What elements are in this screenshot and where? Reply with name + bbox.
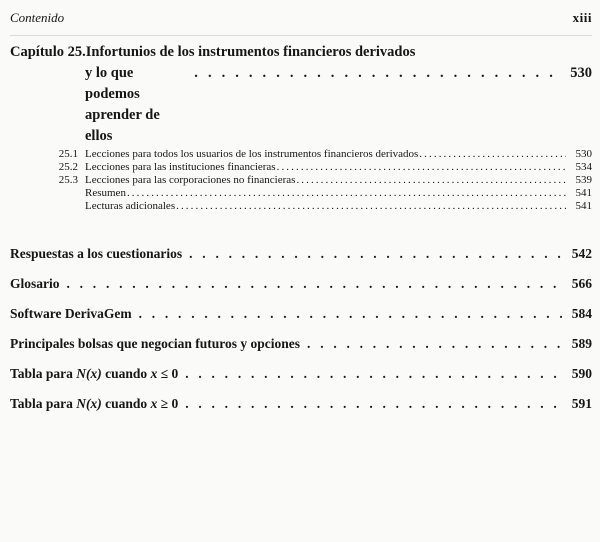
dot-leader bbox=[178, 396, 562, 412]
section-title: Lecciones para todos los usuarios de los instrumentos financieros derivados bbox=[85, 148, 419, 160]
dot-leader bbox=[276, 161, 566, 174]
back-matter-list bbox=[10, 246, 592, 412]
section-page-number: 534 bbox=[575, 161, 592, 173]
entry-title bbox=[10, 396, 178, 412]
math-nx: N(x) bbox=[76, 366, 102, 381]
toc-entry-lecturas bbox=[10, 200, 592, 213]
toc-entry-section bbox=[10, 161, 592, 174]
title-text: cuando bbox=[101, 366, 151, 381]
chapter-page-number: 530 bbox=[570, 65, 592, 81]
chapter-title-line2: y lo que podemos aprender de ellos bbox=[85, 65, 160, 144]
entry-page-number: 589 bbox=[571, 336, 592, 351]
chapter-sections bbox=[10, 148, 592, 213]
toc-entry-tabla-nx-geq-0 bbox=[10, 396, 592, 412]
entry-page-number: 590 bbox=[571, 366, 592, 381]
section-title: Lecciones para las instituciones financieras bbox=[85, 161, 276, 173]
chapter-title-row-2 bbox=[10, 63, 592, 147]
toc-entry-glosario bbox=[10, 276, 592, 292]
entry-title: Respuestas a los cuestionarios bbox=[10, 246, 183, 261]
chapter-25-block bbox=[10, 42, 592, 213]
toc-entry-resumen bbox=[10, 187, 592, 200]
dot-leader bbox=[182, 246, 562, 262]
entry-page-number: 542 bbox=[571, 246, 592, 261]
math-x: x bbox=[150, 396, 158, 411]
chapter-title-row-1 bbox=[10, 42, 592, 63]
dot-leader bbox=[187, 63, 562, 84]
toc-entry-tabla-nx-leq-0 bbox=[10, 366, 592, 382]
entry-title: Principales bolsas que negocian futuros y opciones bbox=[10, 336, 301, 351]
chapter-label: Capítulo 25. bbox=[10, 44, 86, 60]
entry-title: Glosario bbox=[10, 276, 60, 291]
toc-entry-respuestas bbox=[10, 246, 592, 262]
title-text: Tabla para bbox=[10, 396, 77, 411]
folio-page-number: xiii bbox=[572, 10, 592, 25]
dot-leader bbox=[295, 174, 566, 187]
section-page-number: 530 bbox=[575, 148, 592, 160]
section-page-number: 541 bbox=[575, 187, 592, 199]
toc-entry-derivagem bbox=[10, 306, 592, 322]
math-leq-zero: ≤ 0 bbox=[157, 366, 179, 381]
header-rule bbox=[10, 35, 592, 36]
title-text: cuando bbox=[101, 396, 151, 411]
entry-page-number: 566 bbox=[571, 276, 592, 291]
section-title: Lecciones para las corporaciones no financieras bbox=[85, 174, 296, 186]
chapter-title-line1: Infortunios de los instrumentos financieros derivados bbox=[85, 44, 416, 60]
title-text: Tabla para bbox=[10, 366, 77, 381]
section-number: 25.2 bbox=[58, 161, 78, 173]
section-page-number: 541 bbox=[575, 200, 592, 212]
entry-title: Software DerivaGem bbox=[10, 306, 132, 321]
section-number: 25.3 bbox=[58, 174, 78, 186]
section-page-number: 539 bbox=[575, 174, 592, 186]
dot-leader bbox=[60, 276, 563, 292]
math-nx: N(x) bbox=[76, 396, 102, 411]
entry-page-number: 591 bbox=[571, 396, 592, 411]
math-x: x bbox=[150, 366, 158, 381]
dot-leader bbox=[175, 200, 566, 213]
section-title: Lecturas adicionales bbox=[85, 200, 176, 212]
dot-leader bbox=[418, 148, 566, 161]
dot-leader bbox=[178, 366, 562, 382]
toc-entry-section bbox=[10, 174, 592, 187]
toc-entry-bolsas bbox=[10, 336, 592, 352]
section-title: Resumen bbox=[85, 187, 126, 199]
page-header bbox=[10, 0, 592, 25]
section-number: 25.1 bbox=[58, 148, 78, 160]
dot-leader bbox=[126, 187, 566, 200]
toc-entry-section bbox=[10, 148, 592, 161]
entry-page-number: 584 bbox=[571, 306, 592, 321]
dot-leader bbox=[300, 336, 562, 352]
math-geq-zero: ≥ 0 bbox=[157, 396, 179, 411]
dot-leader bbox=[132, 306, 562, 322]
entry-title bbox=[10, 366, 178, 382]
running-title: Contenido bbox=[10, 10, 65, 25]
